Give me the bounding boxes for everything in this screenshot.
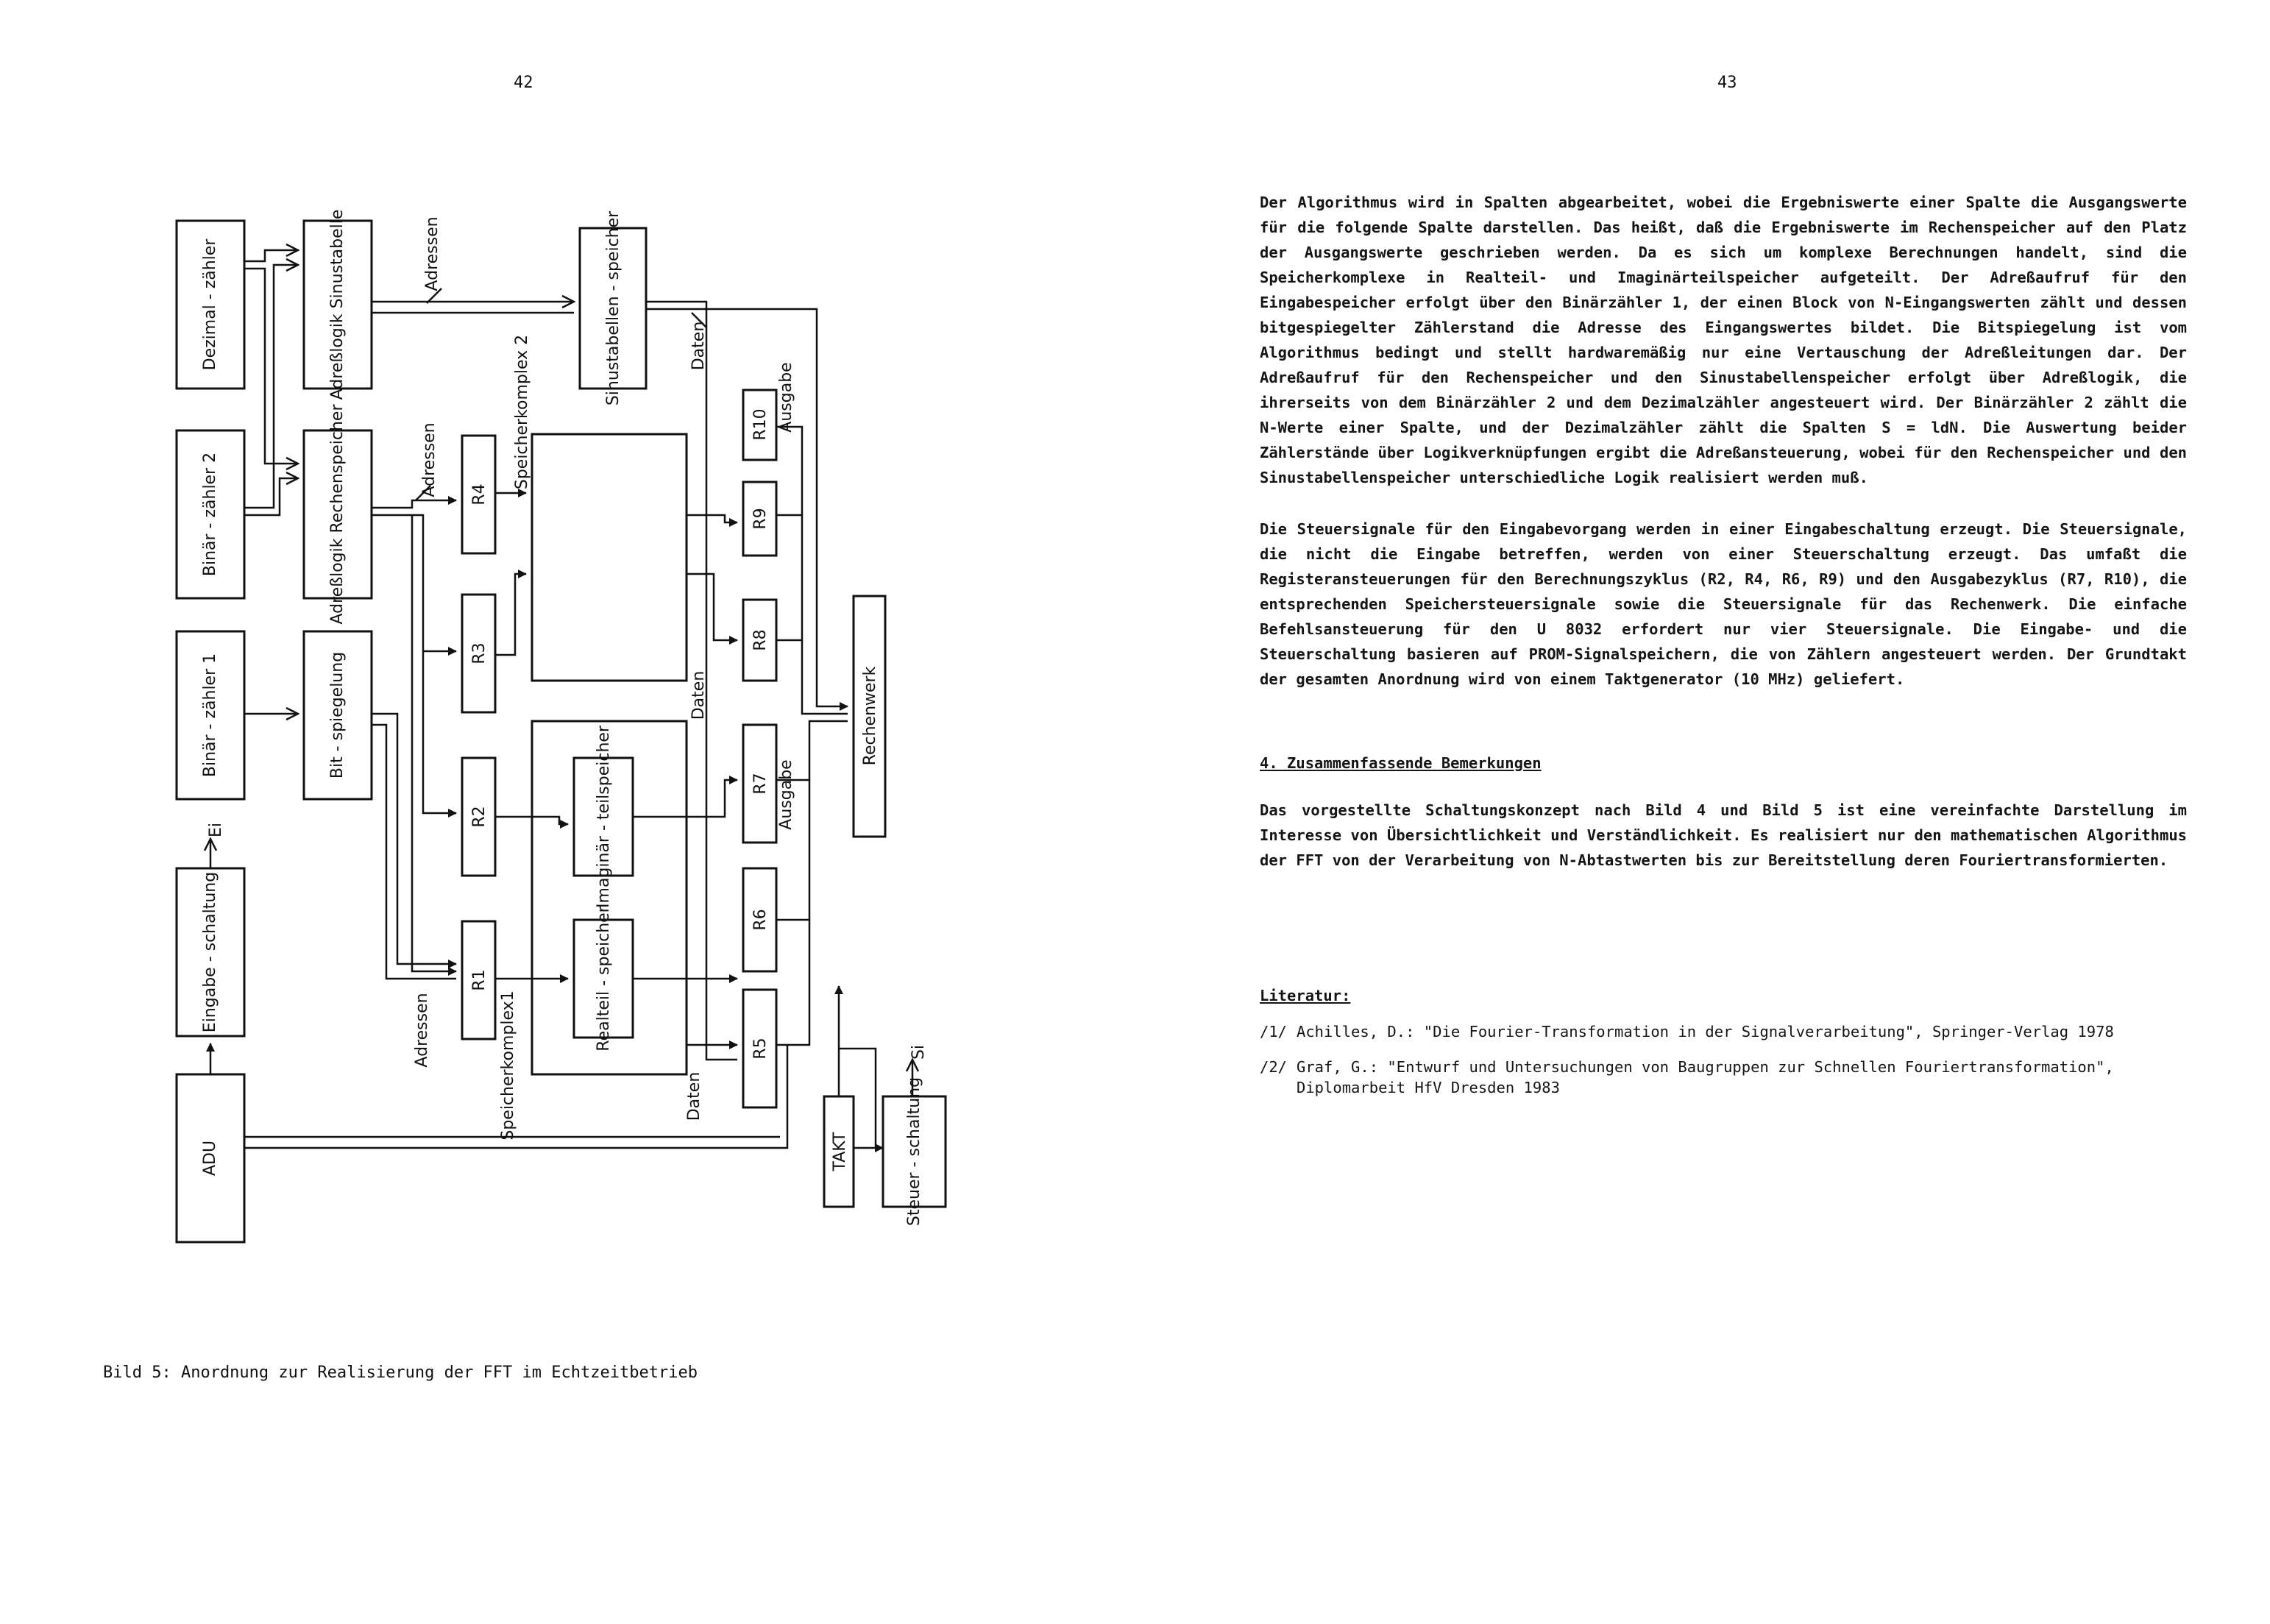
reference-number: /1/ <box>1260 1023 1288 1040</box>
label-r2: R2 <box>470 806 489 828</box>
label-si: Si <box>909 1044 928 1060</box>
label-sinusspeicher: Sinustabellen - speicher <box>604 210 623 406</box>
page-number-left: 42 <box>514 74 533 92</box>
label-ei: Ei <box>207 822 225 838</box>
label-dezimalzaehler: Dezimal - zähler <box>201 238 219 371</box>
reference-item <box>1260 1021 2187 1042</box>
page-number-right: 43 <box>1717 74 1737 92</box>
label-r6: R6 <box>751 909 770 931</box>
label-r10: R10 <box>751 408 770 441</box>
reference-text: Achilles, D.: "Die Fourier-Transformation in der Signalverarbeitung", Springer-Verlag 1978 <box>1297 1023 2114 1040</box>
reference-number: /2/ <box>1260 1058 1288 1076</box>
paragraph-zusammenfassung: Das vorgestellte Schaltungskonzept nach Bild 4 und Bild 5 ist eine vereinfachte Darstellung im Interesse von Übersichtlichkeit und Verständlichkeit. Es realisiert nur den mathematischen Algorithmus der FFT von der Verarbeitung von N-Abtastwerten bis zur Bereitstellung deren Fouriertransformierten. <box>1260 801 2187 869</box>
label-takt: TAKT <box>831 1132 849 1171</box>
label-adressen-bottom: Adressen <box>413 993 431 1068</box>
label-adressen-mid: Adressen <box>420 422 439 497</box>
label-r7: R7 <box>751 773 770 795</box>
label-adresslogik-sinus: Adreßlogik Sinustabelle <box>328 209 347 400</box>
label-steuerschaltung: Steuer - schaltung <box>905 1077 923 1227</box>
label-adu: ADU <box>201 1140 219 1177</box>
label-r4: R4 <box>470 483 489 506</box>
label-bitspiegelung: Bit - spiegelung <box>328 651 347 779</box>
label-adressen-top: Adressen <box>423 216 441 291</box>
paragraph-steuersignale: Die Steuersignale für den Eingabevorgang werden in einer Eingabeschaltung erzeugt. Die Steuersignale, die nicht die Eingabe betreffen, werden von einer Steuerschaltung erzeugt. Das umfaßt die Registeransteuerungen für den Berechnungszyklus (R2, R4, R6, R9) und den Ausgabezyklus (R7, R10), die entsprechenden Speichersteuersignale sowie die Steuersignale für das Rechenwerk. Die einfache Befehlsansteuerung für den U 8032 erfordert nur vier Steuersignale. Die Eingabe- und die Steuerschaltung basieren auf PROM-Signalspeichern, die von Zählern angesteuert werden. Der Grundtakt der gesamten Anordnung wird von einem Taktgenerator (10 MHz) geliefert. <box>1260 520 2187 688</box>
label-daten-mid: Daten <box>689 670 708 720</box>
figure-caption: Bild 5: Anordnung zur Realisierung der FFT im Echtzeitbetrieb <box>103 1364 698 1382</box>
reference-text: Graf, G.: "Entwurf und Untersuchungen von Baugruppen zur Schnellen Fouriertransformation", Diplomarbeit HfV Dresden 1983 <box>1297 1058 2114 1096</box>
label-r3: R3 <box>470 642 489 664</box>
label-rechenwerk: Rechenwerk <box>861 666 879 766</box>
right-page-text <box>1260 190 2187 1113</box>
literature-heading: Literatur: <box>1260 987 1351 1004</box>
label-daten-top: Daten <box>689 321 708 371</box>
paragraph-algorithmus: Der Algorithmus wird in Spalten abgearbeitet, wobei die Ergebniswerte einer Spalte die Ausgangswerte für die folgende Spalte darstellen. Das heißt, daß die Ergebniswerte im Rechenspeicher auf den Platz der Ausgangswerte geschrieben werden. Da es sich um komplexe Berechnungen handelt, sind die Speicherkomplexe in Realteil- und Imaginärteilspeicher aufgeteilt. Der Adreßaufruf für den Eingabespeicher erfolgt über den Binärzähler 1, der einen Block von N-Eingangswerten zählt und dessen bitgespiegelter Zählerstand die Adresse des Eingangswertes bildet. Die Bitspiegelung ist vom Algorithmus bedingt und stellt hardwaremäßig nur eine Vertauschung der Adreßleitungen dar. Der Adreßaufruf für den Rechenspeicher und den Sinustabellenspeicher erfolgt über Adreßlogik, die ihrerseits von dem Binärzähler 2 und dem Dezimalzähler angesteuert wird. Der Binärzähler 2 zählt die N-Werte einer Spalte, und der Dezimalzähler zählt die Spalten S = ldN. Die Auswertung beider Zählerstände über Logikverknüpfungen ergibt die Adreßansteuerung, wobei für den Rechenspeicher und den Sinustabellenspeicher unterschiedliche Logik realisiert werden muß. <box>1260 194 2187 486</box>
label-speicherkomplex2: Speicherkomplex 2 <box>513 334 531 490</box>
label-eingabeschaltung: Eingabe - schaltung <box>201 871 219 1033</box>
label-ausgabe-mid: Ausgabe <box>777 759 795 830</box>
label-r9: R9 <box>751 508 770 530</box>
label-adresslogik-rechen: Adreßlogik Rechenspeicher <box>328 404 347 625</box>
label-binaerzaehler2: Binär - zähler 2 <box>201 452 219 577</box>
label-r1: R1 <box>470 969 489 991</box>
label-binaerzaehler1: Binär - zähler 1 <box>201 653 219 778</box>
label-r5: R5 <box>751 1038 770 1060</box>
reference-item <box>1260 1057 2187 1098</box>
fft-block-diagram <box>0 0 1148 1339</box>
label-daten-bottom: Daten <box>685 1071 703 1121</box>
label-realteil: Realteil - speicher <box>595 906 613 1052</box>
section-heading: 4. Zusammenfassende Bemerkungen <box>1260 754 1542 772</box>
speicherkomplex2-block <box>532 434 687 681</box>
label-r8: R8 <box>751 629 770 651</box>
label-speicherkomplex1: Speicherkomplex1 <box>499 990 517 1141</box>
label-imaginaer: Imaginär - teilspeicher <box>595 726 613 908</box>
label-ausgabe-top: Ausgabe <box>777 362 795 433</box>
